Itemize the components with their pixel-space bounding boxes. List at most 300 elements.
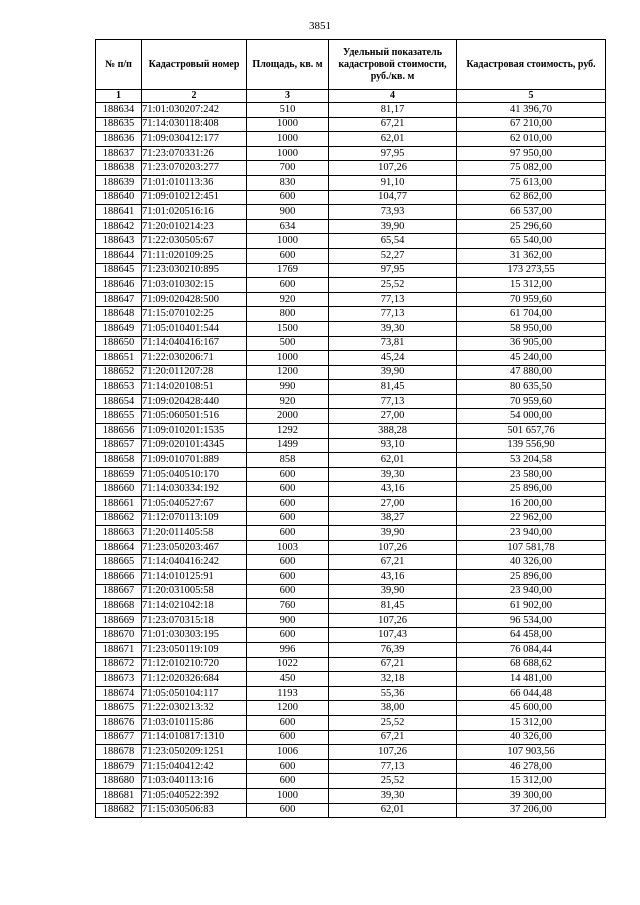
cadastral-number-cell: 71:15:040412:42 xyxy=(142,759,247,774)
row-number-cell: 188650 xyxy=(96,336,142,351)
table-row xyxy=(96,628,606,643)
cadastral-value-cell: 139 556,90 xyxy=(457,438,606,453)
area-cell: 800 xyxy=(247,307,329,322)
row-number-cell: 188638 xyxy=(96,161,142,176)
cadastral-value-cell: 36 905,00 xyxy=(457,336,606,351)
area-cell: 634 xyxy=(247,219,329,234)
cadastral-number-cell: 71:23:050203:467 xyxy=(142,540,247,555)
cadastral-number-cell: 71:05:060501:516 xyxy=(142,409,247,424)
area-cell: 1000 xyxy=(247,117,329,132)
area-cell: 600 xyxy=(247,497,329,512)
unit-value-cell: 38,27 xyxy=(329,511,457,526)
unit-value-cell: 67,21 xyxy=(329,657,457,672)
row-number-cell: 188680 xyxy=(96,774,142,789)
cadastral-value-cell: 23 580,00 xyxy=(457,467,606,482)
cadastral-value-cell: 54 000,00 xyxy=(457,409,606,424)
cadastral-number-cell: 71:03:010115:86 xyxy=(142,715,247,730)
row-number-cell: 188663 xyxy=(96,526,142,541)
area-cell: 1022 xyxy=(247,657,329,672)
area-cell: 2000 xyxy=(247,409,329,424)
cadastral-number-cell: 71:14:030334:192 xyxy=(142,482,247,497)
row-number-cell: 188675 xyxy=(96,701,142,716)
cadastral-value-cell: 45 240,00 xyxy=(457,351,606,366)
table-row xyxy=(96,715,606,730)
row-number-cell: 188667 xyxy=(96,584,142,599)
unit-value-cell: 39,90 xyxy=(329,219,457,234)
cadastral-value-cell: 40 326,00 xyxy=(457,730,606,745)
unit-value-cell: 39,30 xyxy=(329,467,457,482)
cadastral-number-cell: 71:05:040510:170 xyxy=(142,467,247,482)
cadastral-value-cell: 61 704,00 xyxy=(457,307,606,322)
column-number: 2 xyxy=(142,90,247,103)
area-cell: 600 xyxy=(247,555,329,570)
unit-value-cell: 39,90 xyxy=(329,526,457,541)
row-number-cell: 188642 xyxy=(96,219,142,234)
unit-value-cell: 65,54 xyxy=(329,234,457,249)
cadastral-number-cell: 71:14:020108:51 xyxy=(142,380,247,395)
unit-value-cell: 107,43 xyxy=(329,628,457,643)
table-row xyxy=(96,161,606,176)
cadastral-value-cell: 41 396,70 xyxy=(457,103,606,118)
row-number-cell: 188660 xyxy=(96,482,142,497)
table-row xyxy=(96,219,606,234)
cadastral-number-cell: 71:03:010302:15 xyxy=(142,278,247,293)
unit-value-cell: 25,52 xyxy=(329,715,457,730)
unit-value-cell: 93,10 xyxy=(329,438,457,453)
cadastral-value-cell: 64 458,00 xyxy=(457,628,606,643)
area-cell: 920 xyxy=(247,292,329,307)
unit-value-cell: 77,13 xyxy=(329,307,457,322)
row-number-cell: 188676 xyxy=(96,715,142,730)
unit-value-cell: 39,90 xyxy=(329,584,457,599)
area-cell: 600 xyxy=(247,467,329,482)
table-row xyxy=(96,278,606,293)
cadastral-value-cell: 75 613,00 xyxy=(457,175,606,190)
cadastral-value-cell: 58 950,00 xyxy=(457,321,606,336)
row-number-cell: 188679 xyxy=(96,759,142,774)
table-row xyxy=(96,511,606,526)
header-cadastral-value: Кадастровая стоимость, руб. xyxy=(457,40,606,90)
row-number-cell: 188671 xyxy=(96,642,142,657)
table-row xyxy=(96,701,606,716)
cadastral-value-cell: 25 896,00 xyxy=(457,482,606,497)
cadastral-number-cell: 71:22:030213:32 xyxy=(142,701,247,716)
row-number-cell: 188682 xyxy=(96,803,142,818)
cadastral-number-cell: 71:22:030206:71 xyxy=(142,351,247,366)
cadastral-number-cell: 71:09:010201:1535 xyxy=(142,424,247,439)
header-cadastral-number: Кадастровый номер xyxy=(142,40,247,90)
cadastral-number-cell: 71:12:020326:684 xyxy=(142,672,247,687)
row-number-cell: 188643 xyxy=(96,234,142,249)
table-row xyxy=(96,759,606,774)
table-row xyxy=(96,555,606,570)
unit-value-cell: 107,26 xyxy=(329,540,457,555)
cadastral-number-cell: 71:22:030505:67 xyxy=(142,234,247,249)
unit-value-cell: 77,13 xyxy=(329,394,457,409)
cadastral-number-cell: 71:23:050119:109 xyxy=(142,642,247,657)
area-cell: 1000 xyxy=(247,146,329,161)
cadastral-number-cell: 71:01:020516:16 xyxy=(142,205,247,220)
unit-value-cell: 107,26 xyxy=(329,745,457,760)
cadastral-value-cell: 15 312,00 xyxy=(457,774,606,789)
column-number: 1 xyxy=(96,90,142,103)
cadastral-number-cell: 71:03:040113:16 xyxy=(142,774,247,789)
table-row xyxy=(96,321,606,336)
row-number-cell: 188645 xyxy=(96,263,142,278)
row-number-cell: 188634 xyxy=(96,103,142,118)
table-row xyxy=(96,453,606,468)
row-number-cell: 188677 xyxy=(96,730,142,745)
cadastral-value-cell: 40 326,00 xyxy=(457,555,606,570)
cadastral-number-cell: 71:01:010113:36 xyxy=(142,175,247,190)
cadastral-value-cell: 61 902,00 xyxy=(457,599,606,614)
table-row xyxy=(96,570,606,585)
unit-value-cell: 25,52 xyxy=(329,278,457,293)
area-cell: 600 xyxy=(247,278,329,293)
row-number-cell: 188646 xyxy=(96,278,142,293)
cadastral-number-cell: 71:11:020109:25 xyxy=(142,248,247,263)
cadastral-number-cell: 71:09:030412:177 xyxy=(142,132,247,147)
table-row xyxy=(96,497,606,512)
area-cell: 1769 xyxy=(247,263,329,278)
row-number-cell: 188657 xyxy=(96,438,142,453)
row-number-cell: 188666 xyxy=(96,570,142,585)
row-number-cell: 188635 xyxy=(96,117,142,132)
cadastral-number-cell: 71:09:010212:451 xyxy=(142,190,247,205)
table-row xyxy=(96,263,606,278)
row-number-cell: 188672 xyxy=(96,657,142,672)
table-row xyxy=(96,599,606,614)
area-cell: 996 xyxy=(247,642,329,657)
area-cell: 1006 xyxy=(247,745,329,760)
unit-value-cell: 77,13 xyxy=(329,292,457,307)
row-number-cell: 188664 xyxy=(96,540,142,555)
cadastral-value-cell: 97 950,00 xyxy=(457,146,606,161)
table-row xyxy=(96,205,606,220)
cadastral-number-cell: 71:23:070203:277 xyxy=(142,161,247,176)
cadastral-value-cell: 47 880,00 xyxy=(457,365,606,380)
unit-value-cell: 45,24 xyxy=(329,351,457,366)
unit-value-cell: 27,00 xyxy=(329,409,457,424)
row-number-cell: 188640 xyxy=(96,190,142,205)
header-row-number: № п/п xyxy=(96,40,142,90)
table-row xyxy=(96,613,606,628)
cadastral-number-cell: 71:12:010210:720 xyxy=(142,657,247,672)
area-cell: 1000 xyxy=(247,234,329,249)
area-cell: 600 xyxy=(247,570,329,585)
row-number-cell: 188656 xyxy=(96,424,142,439)
cadastral-number-cell: 71:01:030207:242 xyxy=(142,103,247,118)
cadastral-number-cell: 71:14:021042:18 xyxy=(142,599,247,614)
area-cell: 858 xyxy=(247,453,329,468)
unit-value-cell: 97,95 xyxy=(329,146,457,161)
cadastral-value-cell: 66 044,48 xyxy=(457,686,606,701)
cadastral-value-cell: 67 210,00 xyxy=(457,117,606,132)
cadastral-value-table xyxy=(95,39,606,818)
row-number-cell: 188658 xyxy=(96,453,142,468)
cadastral-value-cell: 501 657,76 xyxy=(457,424,606,439)
table-row xyxy=(96,351,606,366)
cadastral-value-cell: 107 581,78 xyxy=(457,540,606,555)
cadastral-number-cell: 71:14:030118:408 xyxy=(142,117,247,132)
row-number-cell: 188636 xyxy=(96,132,142,147)
cadastral-number-cell: 71:14:040416:167 xyxy=(142,336,247,351)
cadastral-value-cell: 70 959,60 xyxy=(457,292,606,307)
table-row xyxy=(96,190,606,205)
table-row xyxy=(96,540,606,555)
area-cell: 900 xyxy=(247,613,329,628)
table-row xyxy=(96,146,606,161)
unit-value-cell: 107,26 xyxy=(329,161,457,176)
cadastral-value-cell: 76 084,44 xyxy=(457,642,606,657)
cadastral-number-cell: 71:20:011405:58 xyxy=(142,526,247,541)
row-number-cell: 188670 xyxy=(96,628,142,643)
cadastral-value-cell: 14 481,00 xyxy=(457,672,606,687)
cadastral-number-cell: 71:15:070102:25 xyxy=(142,307,247,322)
unit-value-cell: 62,01 xyxy=(329,453,457,468)
unit-value-cell: 39,30 xyxy=(329,788,457,803)
cadastral-number-cell: 71:14:010817:1310 xyxy=(142,730,247,745)
row-number-cell: 188652 xyxy=(96,365,142,380)
table-row xyxy=(96,686,606,701)
row-number-cell: 188669 xyxy=(96,613,142,628)
cadastral-number-cell: 71:09:020428:500 xyxy=(142,292,247,307)
cadastral-value-cell: 15 312,00 xyxy=(457,278,606,293)
row-number-cell: 188644 xyxy=(96,248,142,263)
area-cell: 600 xyxy=(247,715,329,730)
cadastral-value-cell: 15 312,00 xyxy=(457,715,606,730)
cadastral-value-cell: 173 273,55 xyxy=(457,263,606,278)
column-number: 4 xyxy=(329,90,457,103)
area-cell: 600 xyxy=(247,190,329,205)
row-number-cell: 188639 xyxy=(96,175,142,190)
row-number-cell: 188654 xyxy=(96,394,142,409)
table-row xyxy=(96,803,606,818)
unit-value-cell: 55,36 xyxy=(329,686,457,701)
cadastral-value-cell: 37 206,00 xyxy=(457,803,606,818)
cadastral-value-cell: 16 200,00 xyxy=(457,497,606,512)
area-cell: 600 xyxy=(247,774,329,789)
table-header xyxy=(96,40,606,103)
cadastral-value-cell: 66 537,00 xyxy=(457,205,606,220)
cadastral-number-cell: 71:05:050104:117 xyxy=(142,686,247,701)
area-cell: 920 xyxy=(247,394,329,409)
column-number: 5 xyxy=(457,90,606,103)
table-row xyxy=(96,774,606,789)
unit-value-cell: 76,39 xyxy=(329,642,457,657)
area-cell: 1500 xyxy=(247,321,329,336)
table-row xyxy=(96,467,606,482)
row-number-cell: 188662 xyxy=(96,511,142,526)
area-cell: 600 xyxy=(247,248,329,263)
area-cell: 1000 xyxy=(247,788,329,803)
header-row xyxy=(96,40,606,90)
cadastral-number-cell: 71:09:020428:440 xyxy=(142,394,247,409)
table-row xyxy=(96,482,606,497)
table-row xyxy=(96,365,606,380)
area-cell: 700 xyxy=(247,161,329,176)
unit-value-cell: 52,27 xyxy=(329,248,457,263)
cadastral-number-cell: 71:23:070315:18 xyxy=(142,613,247,628)
table-row xyxy=(96,745,606,760)
cadastral-value-cell: 46 278,00 xyxy=(457,759,606,774)
area-cell: 600 xyxy=(247,584,329,599)
area-cell: 1292 xyxy=(247,424,329,439)
unit-value-cell: 81,45 xyxy=(329,380,457,395)
unit-value-cell: 77,13 xyxy=(329,759,457,774)
table-row xyxy=(96,248,606,263)
area-cell: 600 xyxy=(247,482,329,497)
table-row xyxy=(96,336,606,351)
area-cell: 1000 xyxy=(247,351,329,366)
unit-value-cell: 38,00 xyxy=(329,701,457,716)
area-cell: 1499 xyxy=(247,438,329,453)
unit-value-cell: 67,21 xyxy=(329,730,457,745)
unit-value-cell: 81,17 xyxy=(329,103,457,118)
table-row xyxy=(96,292,606,307)
unit-value-cell: 43,16 xyxy=(329,570,457,585)
cadastral-value-cell: 65 540,00 xyxy=(457,234,606,249)
cadastral-number-cell: 71:09:010701:889 xyxy=(142,453,247,468)
unit-value-cell: 62,01 xyxy=(329,132,457,147)
area-cell: 600 xyxy=(247,803,329,818)
area-cell: 600 xyxy=(247,730,329,745)
table-row xyxy=(96,103,606,118)
table-row xyxy=(96,117,606,132)
unit-value-cell: 27,00 xyxy=(329,497,457,512)
cadastral-number-cell: 71:23:030210:895 xyxy=(142,263,247,278)
cadastral-value-cell: 25 296,60 xyxy=(457,219,606,234)
cadastral-value-cell: 70 959,60 xyxy=(457,394,606,409)
row-number-cell: 188668 xyxy=(96,599,142,614)
table-row xyxy=(96,730,606,745)
table-body xyxy=(96,103,606,818)
unit-value-cell: 107,26 xyxy=(329,613,457,628)
unit-value-cell: 388,28 xyxy=(329,424,457,439)
cadastral-number-cell: 71:05:040522:392 xyxy=(142,788,247,803)
cadastral-number-cell: 71:20:011207:28 xyxy=(142,365,247,380)
row-number-cell: 188648 xyxy=(96,307,142,322)
row-number-cell: 188641 xyxy=(96,205,142,220)
area-cell: 600 xyxy=(247,759,329,774)
row-number-cell: 188647 xyxy=(96,292,142,307)
cadastral-value-cell: 62 010,00 xyxy=(457,132,606,147)
table-row xyxy=(96,132,606,147)
table-row xyxy=(96,526,606,541)
header-area: Площадь, кв. м xyxy=(247,40,329,90)
area-cell: 1003 xyxy=(247,540,329,555)
row-number-cell: 188659 xyxy=(96,467,142,482)
unit-value-cell: 97,95 xyxy=(329,263,457,278)
cadastral-value-cell: 39 300,00 xyxy=(457,788,606,803)
cadastral-number-cell: 71:12:070113:109 xyxy=(142,511,247,526)
unit-value-cell: 25,52 xyxy=(329,774,457,789)
table-row xyxy=(96,394,606,409)
row-number-cell: 188678 xyxy=(96,745,142,760)
cadastral-number-cell: 71:23:070331:26 xyxy=(142,146,247,161)
column-number-row xyxy=(96,90,606,103)
area-cell: 760 xyxy=(247,599,329,614)
unit-value-cell: 39,90 xyxy=(329,365,457,380)
cadastral-value-cell: 62 862,00 xyxy=(457,190,606,205)
cadastral-value-cell: 107 903,56 xyxy=(457,745,606,760)
cadastral-value-cell: 31 362,00 xyxy=(457,248,606,263)
unit-value-cell: 67,21 xyxy=(329,117,457,132)
cadastral-number-cell: 71:15:030506:83 xyxy=(142,803,247,818)
cadastral-number-cell: 71:09:020101:4345 xyxy=(142,438,247,453)
unit-value-cell: 81,45 xyxy=(329,599,457,614)
unit-value-cell: 32,18 xyxy=(329,672,457,687)
unit-value-cell: 104,77 xyxy=(329,190,457,205)
row-number-cell: 188665 xyxy=(96,555,142,570)
area-cell: 600 xyxy=(247,628,329,643)
cadastral-value-cell: 68 688,62 xyxy=(457,657,606,672)
cadastral-number-cell: 71:05:010401:544 xyxy=(142,321,247,336)
row-number-cell: 188651 xyxy=(96,351,142,366)
cadastral-value-cell: 22 962,00 xyxy=(457,511,606,526)
row-number-cell: 188674 xyxy=(96,686,142,701)
cadastral-value-cell: 80 635,50 xyxy=(457,380,606,395)
cadastral-value-cell: 53 204,58 xyxy=(457,453,606,468)
unit-value-cell: 91,10 xyxy=(329,175,457,190)
row-number-cell: 188653 xyxy=(96,380,142,395)
table-row xyxy=(96,380,606,395)
area-cell: 830 xyxy=(247,175,329,190)
cadastral-value-cell: 23 940,00 xyxy=(457,584,606,599)
area-cell: 450 xyxy=(247,672,329,687)
row-number-cell: 188661 xyxy=(96,497,142,512)
cadastral-value-cell: 75 082,00 xyxy=(457,161,606,176)
area-cell: 600 xyxy=(247,511,329,526)
row-number-cell: 188655 xyxy=(96,409,142,424)
cadastral-value-cell: 23 940,00 xyxy=(457,526,606,541)
cadastral-number-cell: 71:14:040416:242 xyxy=(142,555,247,570)
area-cell: 500 xyxy=(247,336,329,351)
page-number: 3851 xyxy=(309,20,331,32)
unit-value-cell: 67,21 xyxy=(329,555,457,570)
cadastral-number-cell: 71:05:040527:67 xyxy=(142,497,247,512)
table-row xyxy=(96,788,606,803)
cadastral-value-cell: 45 600,00 xyxy=(457,701,606,716)
cadastral-number-cell: 71:20:010214:23 xyxy=(142,219,247,234)
table-row xyxy=(96,307,606,322)
table-row xyxy=(96,584,606,599)
table-row xyxy=(96,175,606,190)
column-number: 3 xyxy=(247,90,329,103)
cadastral-number-cell: 71:23:050209:1251 xyxy=(142,745,247,760)
unit-value-cell: 73,81 xyxy=(329,336,457,351)
row-number-cell: 188637 xyxy=(96,146,142,161)
area-cell: 510 xyxy=(247,103,329,118)
area-cell: 1200 xyxy=(247,365,329,380)
cadastral-value-cell: 96 534,00 xyxy=(457,613,606,628)
table-row xyxy=(96,672,606,687)
cadastral-number-cell: 71:01:030303:195 xyxy=(142,628,247,643)
area-cell: 1000 xyxy=(247,132,329,147)
header-unit-value: Удельный показатель кадастровой стоимости, руб./кв. м xyxy=(329,40,457,90)
area-cell: 990 xyxy=(247,380,329,395)
row-number-cell: 188673 xyxy=(96,672,142,687)
area-cell: 900 xyxy=(247,205,329,220)
unit-value-cell: 73,93 xyxy=(329,205,457,220)
cadastral-number-cell: 71:14:010125:91 xyxy=(142,570,247,585)
area-cell: 1193 xyxy=(247,686,329,701)
area-cell: 1200 xyxy=(247,701,329,716)
cadastral-number-cell: 71:20:031005:58 xyxy=(142,584,247,599)
table-row xyxy=(96,234,606,249)
table-row xyxy=(96,657,606,672)
table-row xyxy=(96,642,606,657)
